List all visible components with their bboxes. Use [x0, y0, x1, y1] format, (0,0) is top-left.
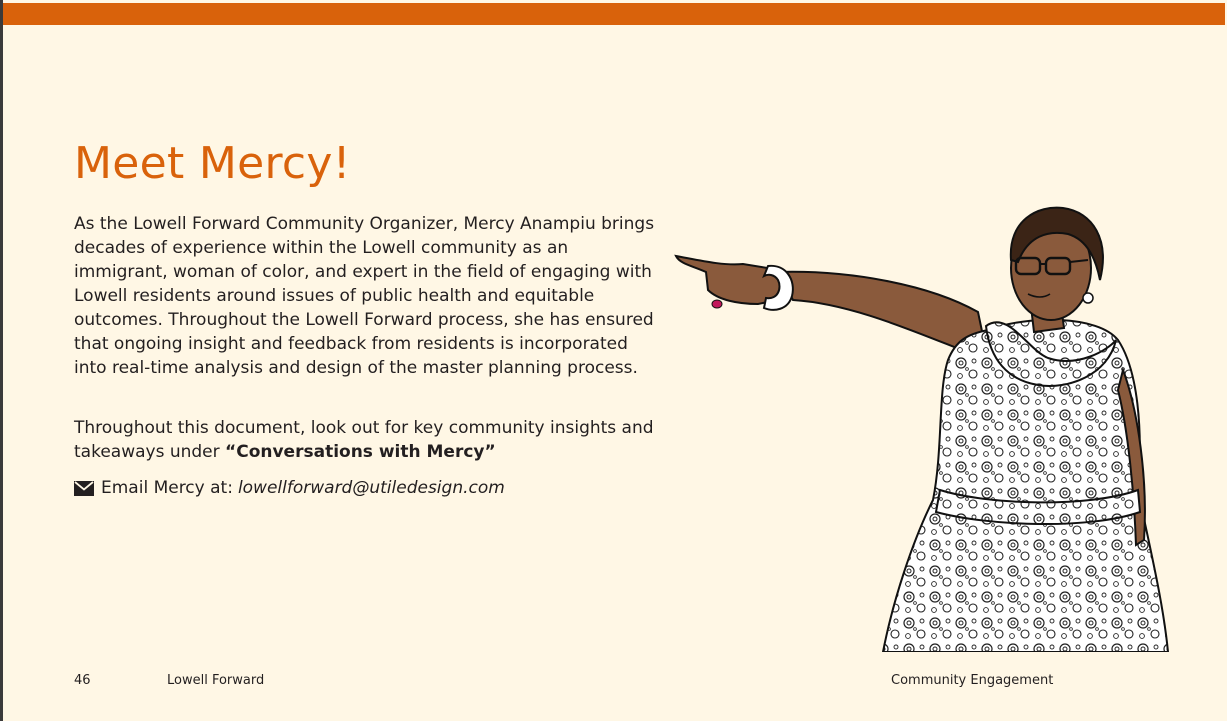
envelope-icon [74, 481, 94, 496]
footer-page-number: 46 [74, 673, 91, 688]
intro-paragraph: As the Lowell Forward Community Organizer, Mercy Anampiu brings decades of experience within the Lowell community as an immigrant, woman of color, and expert in the field of engaging with Lowell residents around issues of public health and equitable outcomes. Throughout the Lowell Forward process, she has ensured that ongoing insight and feedback from residents is incorporated into real-time analysis and design of the master planning process. [74, 214, 655, 378]
conversations-paragraph [74, 416, 664, 464]
mercy-illustration [668, 200, 1178, 652]
conversations-with-mercy-label: “Conversations with Mercy” [225, 442, 496, 462]
page-title: Meet Mercy! [74, 138, 351, 189]
header-accent-bar [3, 3, 1225, 25]
email-line [74, 476, 505, 500]
conversations-paragraph-text: Throughout this document, look out for key community insights and takeaways under [74, 418, 654, 462]
footer-section-name: Community Engagement [891, 673, 1054, 688]
footer-document-name: Lowell Forward [167, 673, 265, 688]
email-label: Email Mercy at: [101, 478, 233, 498]
page-edge [0, 0, 3, 721]
email-link[interactable]: lowellforward@utiledesign.com [237, 478, 505, 498]
